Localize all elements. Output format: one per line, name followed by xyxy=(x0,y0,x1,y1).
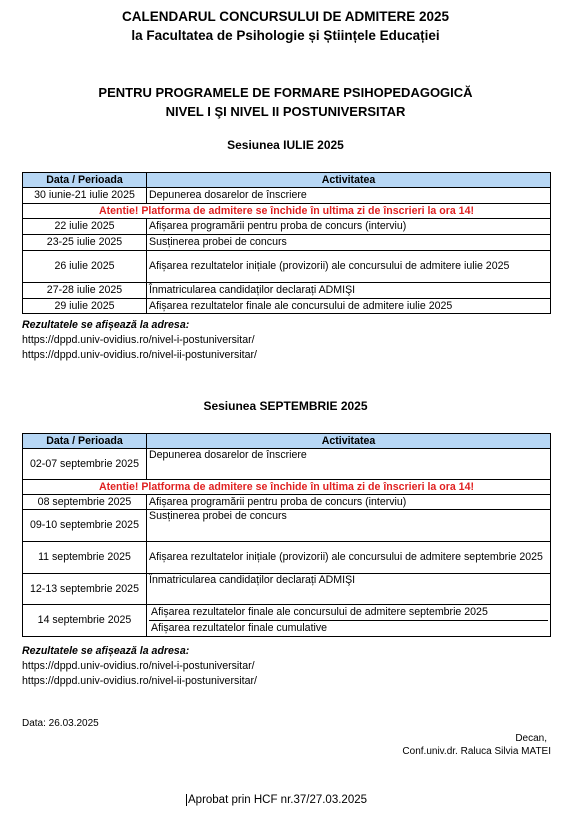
row-date: 27-28 iulie 2025 xyxy=(23,283,147,299)
approval-note: Aprobat prin HCF nr.37/27.03.2025 xyxy=(188,794,368,806)
row-activity: Afișarea rezultatelor finale ale concursului de admitere iulie 2025 xyxy=(147,299,551,314)
table-row xyxy=(23,219,551,235)
row-date: 08 septembrie 2025 xyxy=(23,495,147,510)
table-row xyxy=(23,449,551,480)
dean-role: Decan, xyxy=(515,733,547,744)
row-activity: Depunerea dosarelor de înscriere xyxy=(147,188,551,204)
row-date: 22 iulie 2025 xyxy=(23,219,147,235)
row-date: 23-25 iulie 2025 xyxy=(23,235,147,251)
july-results-block xyxy=(22,318,257,363)
table-row xyxy=(23,235,551,251)
document-date: Data: 26.03.2025 xyxy=(22,718,99,729)
results-link-nivel-i[interactable]: https://dppd.univ-ovidius.ro/nivel-i-postuniversitar/ xyxy=(22,334,255,346)
september-session-title: Sesiunea SEPTEMBRIE 2025 xyxy=(203,399,368,413)
dean-name: Conf.univ.dr. Raluca Silvia MATEI xyxy=(402,746,551,757)
table-row xyxy=(23,542,551,574)
table-row xyxy=(23,605,551,637)
row-activity: Afișarea programării pentru proba de concurs (interviu) xyxy=(147,219,551,235)
september-results-block xyxy=(22,644,257,689)
doc-subtitle: la Facultatea de Psihologie și Științele Educației xyxy=(131,28,440,43)
warning-text: Atentie! Platforma de admitere se închide în ultima zi de înscrieri la ora 14! xyxy=(23,204,551,219)
table-row xyxy=(23,188,551,204)
row-date: 11 septembrie 2025 xyxy=(23,542,147,574)
table-row xyxy=(23,510,551,542)
table-row xyxy=(23,574,551,605)
row-activity: Afișarea rezultatelor inițiale (provizorii) ale concursului de admitere septembrie 2025 xyxy=(147,542,551,574)
table-row xyxy=(23,283,551,299)
row-date: 30 iunie-21 iulie 2025 xyxy=(23,188,147,204)
row-date: 12-13 septembrie 2025 xyxy=(23,574,147,605)
table-row xyxy=(23,251,551,283)
september-schedule-table xyxy=(22,433,551,637)
activity-column-header: Activitatea xyxy=(147,173,551,188)
july-schedule-table xyxy=(22,172,551,314)
activity-column-header: Activitatea xyxy=(147,434,551,449)
row-activity: Susținerea probei de concurs xyxy=(147,510,551,542)
results-link-nivel-i[interactable]: https://dppd.univ-ovidius.ro/nivel-i-postuniversitar/ xyxy=(22,660,255,672)
row-date: 02-07 septembrie 2025 xyxy=(23,449,147,480)
july-session-title: Sesiunea IULIE 2025 xyxy=(227,138,344,152)
table-row xyxy=(23,495,551,510)
doc-title: CALENDARUL CONCURSULUI DE ADMITERE 2025 xyxy=(121,9,450,24)
row-date: 09-10 septembrie 2025 xyxy=(23,510,147,542)
row-date: 26 iulie 2025 xyxy=(23,251,147,283)
program-title: PENTRU PROGRAMELE DE FORMARE PSIHOPEDAGOGICĂ xyxy=(98,85,473,100)
row-activity: Susținerea probei de concurs xyxy=(147,235,551,251)
program-level: NIVEL I ŞI NIVEL II POSTUNIVERSITAR xyxy=(165,104,406,119)
results-link-nivel-ii[interactable]: https://dppd.univ-ovidius.ro/nivel-ii-postuniversitar/ xyxy=(22,349,257,361)
row-activity: Afișarea rezultatelor finale ale concursului de admitere septembrie 2025 xyxy=(149,605,548,621)
warning-row xyxy=(23,204,551,219)
row-activity: Afișarea rezultatelor finale cumulative xyxy=(151,622,328,634)
warning-text: Atentie! Platforma de admitere se închide în ultima zi de înscrieri la ora 14! xyxy=(23,480,551,495)
row-activity: Afișarea rezultatelor inițiale (provizorii) ale concursului de admitere iulie 2025 xyxy=(147,251,551,283)
row-activity: Înmatricularea candidaților declarați ADMIŞI xyxy=(147,283,551,299)
row-activity-group xyxy=(147,605,551,637)
row-activity: Afișarea programării pentru proba de concurs (interviu) xyxy=(147,495,551,510)
date-column-header: Data / Perioada xyxy=(23,434,147,449)
row-date: 14 septembrie 2025 xyxy=(23,605,147,637)
row-activity: Depunerea dosarelor de înscriere xyxy=(147,449,551,480)
row-date: 29 iulie 2025 xyxy=(23,299,147,314)
date-column-header: Data / Perioada xyxy=(23,173,147,188)
results-label: Rezultatele se afișează la adresa: xyxy=(22,645,190,657)
warning-row xyxy=(23,480,551,495)
table-row xyxy=(23,299,551,314)
row-activity: Înmatricularea candidaților declarați ADMIŞI xyxy=(147,574,551,605)
results-link-nivel-ii[interactable]: https://dppd.univ-ovidius.ro/nivel-ii-postuniversitar/ xyxy=(22,675,257,687)
results-label: Rezultatele se afișează la adresa: xyxy=(22,319,190,331)
